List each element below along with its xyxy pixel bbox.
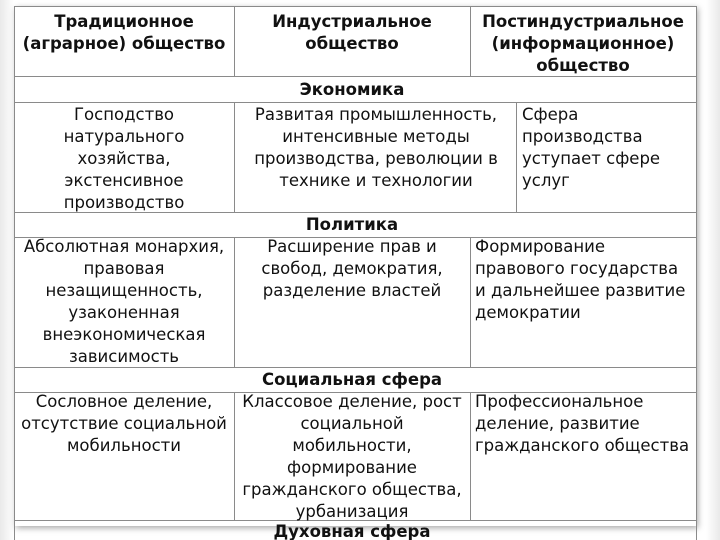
section-title-politics: Политика <box>305 215 399 234</box>
header-postindustrial: Постиндустриальное (информационное) общество <box>482 12 684 75</box>
table-border-right <box>696 6 697 540</box>
header-traditional: Традиционное (аграрное) общество <box>22 12 226 53</box>
section-title-spiritual: Духовная сфера <box>273 522 431 540</box>
col-divider-economy-1 <box>234 102 235 212</box>
economy-postindustrial: Сфера производства уступает сфере услуг <box>522 105 661 190</box>
social-traditional: Сословное деление, отсутствие социальной мобильности <box>21 392 227 455</box>
economy-traditional: Господство натурального хозяйства, экстенсивное производство <box>63 105 185 212</box>
col-divider-politics-2 <box>470 237 471 367</box>
header-industrial: Индустриальное общество <box>272 12 432 53</box>
row-divider-economy-title <box>14 102 697 103</box>
politics-postindustrial: Формирование правового государства и дальнейшее развитие демократии <box>475 237 686 322</box>
politics-traditional: Абсолютная монархия, правовая незащищенность, узаконенная внеэкономическая зависимость <box>23 237 225 366</box>
table-border-top <box>14 6 697 7</box>
social-industrial: Классовое деление, рост социальной мобильности, формирование гражданского общества, урбанизация <box>242 392 462 521</box>
economy-industrial: Развитая промышленность, интенсивные методы производства, революции в технике и технологии <box>254 105 498 190</box>
section-title-social: Социальная сфера <box>261 370 443 389</box>
politics-industrial: Расширение прав и свобод, демократия, разделение властей <box>261 237 443 300</box>
social-postindustrial: Профессиональное деление, развитие гражданского общества <box>475 392 690 455</box>
section-title-economy: Экономика <box>299 80 405 99</box>
col-divider-social-2 <box>470 392 471 520</box>
col-divider-economy-2 <box>516 102 517 212</box>
